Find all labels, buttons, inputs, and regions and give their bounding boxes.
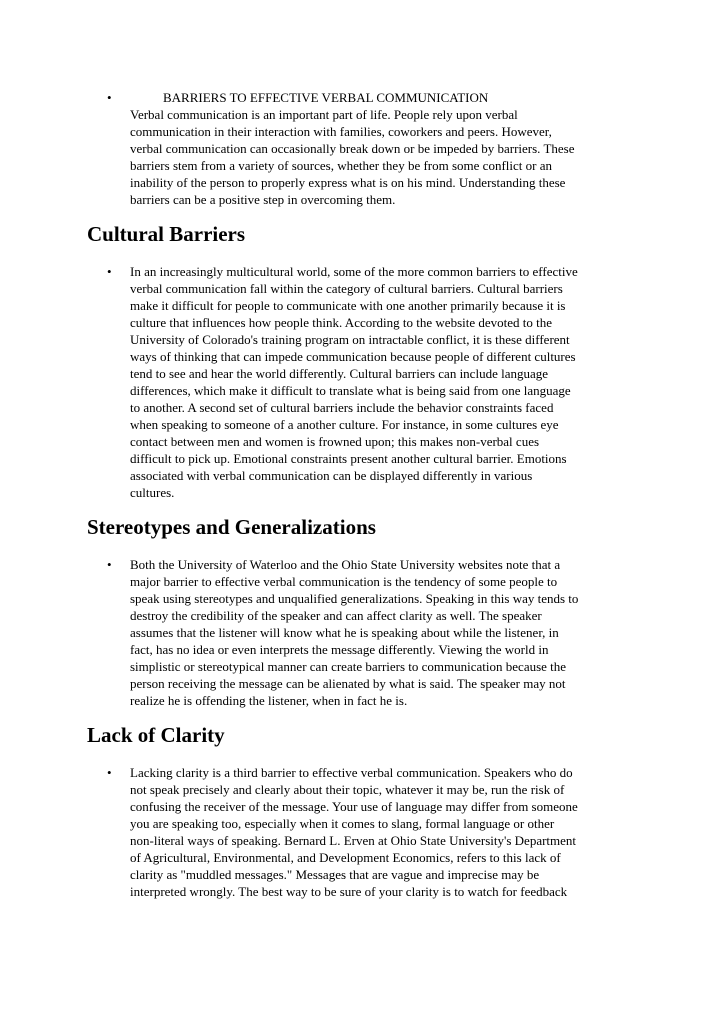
bullet-icon: • [107,765,112,780]
text-line: cultures. [130,485,175,500]
text-line: barriers stem from a variety of sources, whether they be from some conflict or an [130,158,552,173]
text-line: associated with verbal communication can be displayed differently in various [130,468,533,483]
bullet-icon: • [107,90,112,105]
text-line: differences, which make it difficult to translate what is being said from one language [130,383,571,398]
text-line: confusing the receiver of the message. Your use of language may differ from someone [130,799,578,814]
text-line: assumes that the listener will know what he is speaking about while the listener, in [130,625,559,640]
bullet-icon: • [107,264,112,279]
text-line: Verbal communication is an important part of life. People rely upon verbal [130,107,518,122]
text-line: when speaking to someone of a another culture. For instance, in some cultures eye [130,417,559,432]
text-line: major barrier to effective verbal communication is the tendency of some people to [130,574,558,589]
text-line: not speak precisely and clearly about their topic, whatever it may be, run the risk of [130,782,565,797]
text-line: verbal communication fall within the category of cultural barriers. Cultural barriers [130,281,563,296]
stereotypes-paragraph [130,556,640,709]
cultural-barriers-paragraph [130,263,640,501]
text-line: culture that influences how people think. According to the website devoted to the [130,315,553,330]
text-line: inability of the person to properly express what is on his mind. Understanding these [130,175,566,190]
text-line: of Agricultural, Environmental, and Development Economics, refers to this lack of [130,850,561,865]
text-line: make it difficult for people to communicate with one another primarily because it is [130,298,566,313]
intro-title: BARRIERS TO EFFECTIVE VERBAL COMMUNICATION [163,90,489,105]
text-line: University of Colorado's training program on intractable conflict, it is these different [130,332,570,347]
text-line: ways of thinking that can impede communication because people of different cultures [130,349,576,364]
text-line: barriers can be a positive step in overcoming them. [130,192,396,207]
section-heading-lack-of-clarity: Lack of Clarity [87,723,225,747]
bullet-icon: • [107,557,112,572]
text-line: non-literal ways of speaking. Bernard L. Erven at Ohio State University's Department [130,833,577,848]
text-line: In an increasingly multicultural world, some of the more common barriers to effective [130,264,578,279]
text-line: destroy the credibility of the speaker and can affect clarity as well. The speaker [130,608,542,623]
text-line: to another. A second set of cultural barriers include the behavior constraints faced [130,400,554,415]
lack-of-clarity-paragraph [130,764,640,900]
text-line: verbal communication can occasionally break down or be impeded by barriers. These [130,141,575,156]
text-line: Both the University of Waterloo and the Ohio State University websites note that a [130,557,561,572]
text-line: difficult to pick up. Emotional constraints present another cultural barrier. Emotions [130,451,567,466]
text-line: clarity as "muddled messages." Messages that are vague and imprecise may be [130,867,540,882]
text-line: interpreted wrongly. The best way to be sure of your clarity is to watch for feedback [130,884,568,899]
text-line: person receiving the message can be alienated by what is said. The speaker may not [130,676,566,691]
text-line: communication in their interaction with families, coworkers and peers. However, [130,124,552,139]
text-line: fact, has no idea or even interprets the message differently. Viewing the world in [130,642,549,657]
text-line: tend to see and hear the world differently. Cultural barriers can include language [130,366,549,381]
text-line: contact between men and women is frowned upon; this makes non-verbal cues [130,434,540,449]
text-line: speak using stereotypes and unqualified generalizations. Speaking in this way tends to [130,591,579,606]
text-line: simplistic or stereotypical manner can create barriers to communication because the [130,659,567,674]
text-line: Lacking clarity is a third barrier to effective verbal communication. Speakers who do [130,765,573,780]
text-line: you are speaking too, especially when it comes to slang, formal language or other [130,816,555,831]
text-line: realize he is offending the listener, when in fact he is. [130,693,408,708]
intro-paragraph [130,89,640,208]
section-heading-stereotypes: Stereotypes and Generalizations [87,515,376,539]
section-heading-cultural-barriers: Cultural Barriers [87,222,246,246]
